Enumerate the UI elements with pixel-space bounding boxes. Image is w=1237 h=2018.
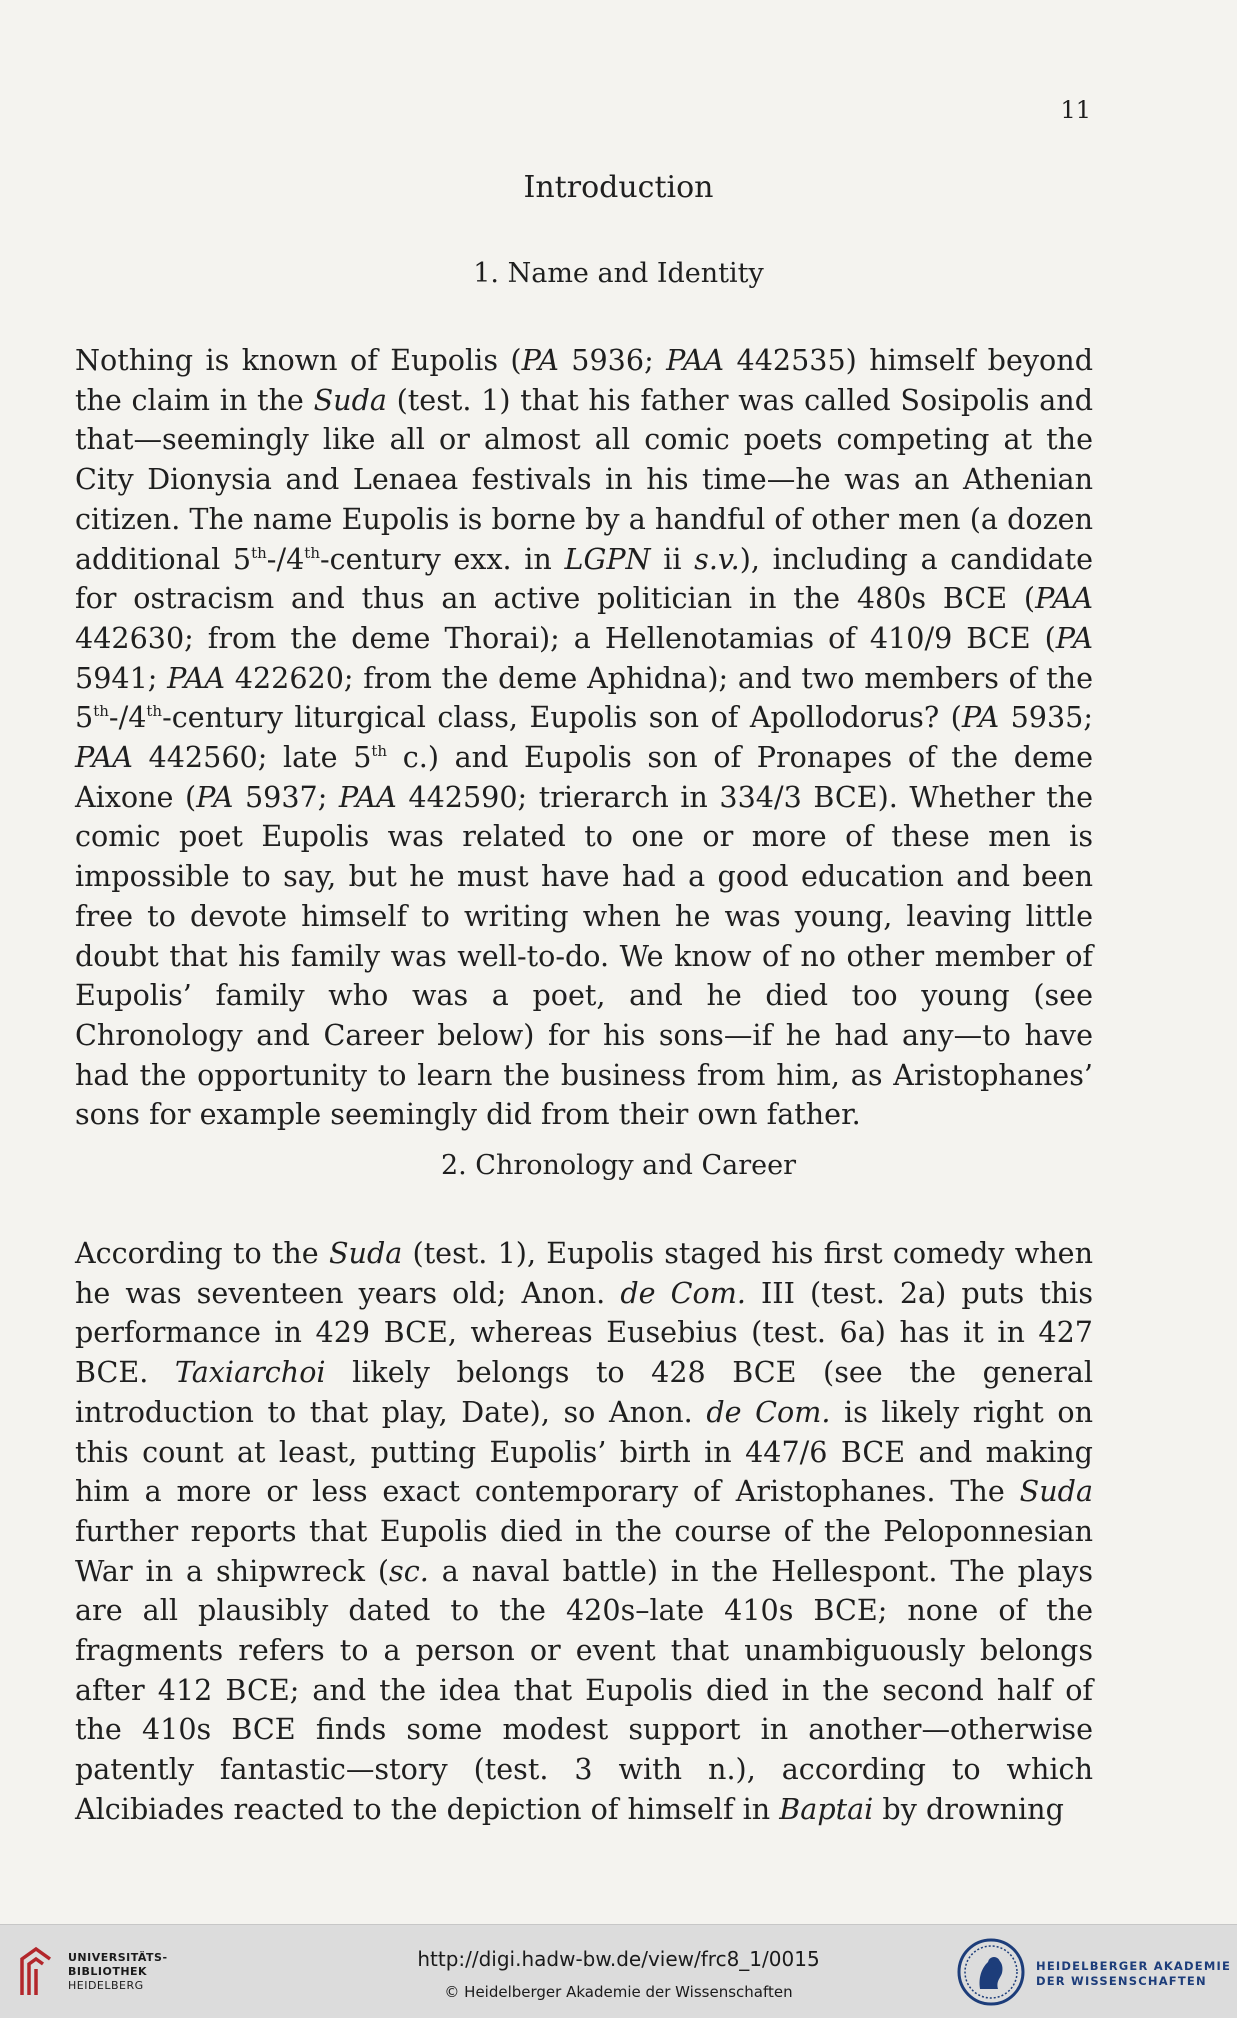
text-run: 442590; trierarch in 334/3 BCE). Whether the comic poet Eupolis was related to one or more of these men is impossible to say, but he must have had a good education and been free to devote himself to writing when he was young, leaving little doubt that his family was well-to-do. We know of no other member of Eupolis’ family who was a poet, and he died too young (see Chronology and Career below) for his sons—if he had any—to have had the opportunity to learn the business from him, as Aristophanes’ sons for example seemingly did from their own father. [75,779,1093,1132]
copyright-notice: © Heidelberger Akademie der Wissenschaften [444,1983,793,2001]
superscript-run: th [146,702,163,721]
text-run: by drowning [873,1791,1064,1826]
superscript-run: th [304,543,320,562]
page-number: 11 [1060,96,1091,124]
text-run: is likely right on this count at least, putting Eupolis’ birth in 447/6 BCE and making him a more or less exact contemporary of Aristophanes. The [75,1394,1093,1509]
italic-run: PA [961,700,1000,735]
text-run: 442630; from the deme Thorai); a Hellenotamias of 410/9 BCE ( [75,620,1056,655]
text-run: III (test. 2a) puts this performance in 429 BCE, whereas Eusebius (test. 6a) has it in 427 BCE. [75,1275,1093,1390]
footer-bar [0,1924,1237,2018]
academy-name-line2: DER WISSENSCHAFTEN [1036,1974,1207,1988]
text-run: ), including a candidate for ostracism and thus an active politician in the 480s BCE ( [75,541,1093,616]
italic-run: sc. [389,1553,429,1588]
italic-run: PAA [1035,581,1093,616]
text-run: -/4 [108,700,147,735]
text-run: 422620; from the deme Aphidna); and two members of the 5 [75,660,1093,735]
italic-run: PAA [167,660,226,695]
section-heading-chronology-career: 2. Chronology and Career [440,1150,797,1181]
italic-run: PAA [666,343,725,377]
italic-run: LGPN [564,541,651,576]
section-heading-name-identity: 1. Name and Identity [473,258,764,289]
italic-run: PAA [338,779,397,814]
superscript-run: th [371,742,388,761]
text-run: (test. 1) that his father was called Sosipolis and that—seemingly like all or almost all comic poets competing at the City Dionysia and Lenaea festivals in his time—he was an Athenian citizen. The name Eupolis is borne by a handful of other men (a dozen additional 5 [75,382,1094,576]
italic-run: Taxiarchoi [174,1355,326,1390]
text-run: 5936; [558,343,667,377]
text-run: likely belongs to 428 BCE (see the general introduction to that play, Date), so Anon. [75,1355,1093,1429]
italic-run: Suda [313,382,387,417]
library-name-line2: BIBLIOTHEK [68,1965,148,1978]
italic-run: PA [196,779,234,814]
superscript-run: th [93,702,109,721]
text-run: 5935; [999,700,1093,735]
text-run: a naval battle) in the Hellespont. The plays are all plausibly dated to the 420s–late 410s BCE; none of the fragments refers to a person or event that unambiguously belongs after 412 BCE; and the idea that Eupolis died in the second half of the 410s BCE finds some modest support in another—otherwise patently fantastic—story (test. 3 with n.), according to which Alcibiades reacted to the depiction of himself in [75,1553,1093,1826]
text-run: c.) and Eupolis son of Pronapes of the deme Aixone ( [75,740,1093,814]
paragraph-chronology-career [75,1234,1093,1830]
text-run: (test. 1), Eupolis staged his first comedy when he was seventeen years old; Anon. [75,1236,1093,1310]
academy-name [1036,1959,1231,1989]
text-run: 5941; [75,660,168,695]
italic-run: PA [1055,620,1093,655]
hadw-emblem-icon [956,1937,1026,2007]
text-run: 442560; late 5 [132,740,372,775]
library-name-line3: HEIDELBERG [68,1979,144,1992]
italic-run: PAA [75,740,133,775]
library-name-line1: UNIVERSITÄTS- [68,1951,168,1964]
italic-run: de Com. [706,1394,831,1429]
paragraph-name-identity [75,341,1093,1135]
superscript-run: th [251,543,267,562]
page-title: Introduction [523,170,714,205]
italic-run: PA [521,343,559,377]
academy-name-line1: HEIDELBERGER AKADEMIE [1036,1959,1232,1973]
text-run: further reports that Eupolis died in the course of the Peloponnesian War in a shipwreck ( [75,1513,1093,1588]
italic-run: s.v. [694,541,740,576]
italic-run: Suda [1019,1474,1093,1509]
text-run: 442535) himself beyond the claim in the [75,343,1093,417]
italic-run: Baptai [779,1791,874,1826]
italic-run: Suda [328,1236,403,1270]
permalink-url[interactable]: http://digi.hadw-bw.de/view/frc8_1/0015 [417,1947,820,1971]
text-run: -century liturgical class, Eupolis son of Apollodorus? ( [162,700,962,735]
text-run: -/4 [266,541,305,576]
text-run: Nothing is known of Eupolis ( [75,343,522,377]
text-run: -century exx. in [320,541,565,576]
italic-run: de Com. [620,1275,746,1310]
text-run: 5937; [233,779,339,814]
text-run: According to the [75,1236,329,1270]
text-run: ii [650,541,695,576]
